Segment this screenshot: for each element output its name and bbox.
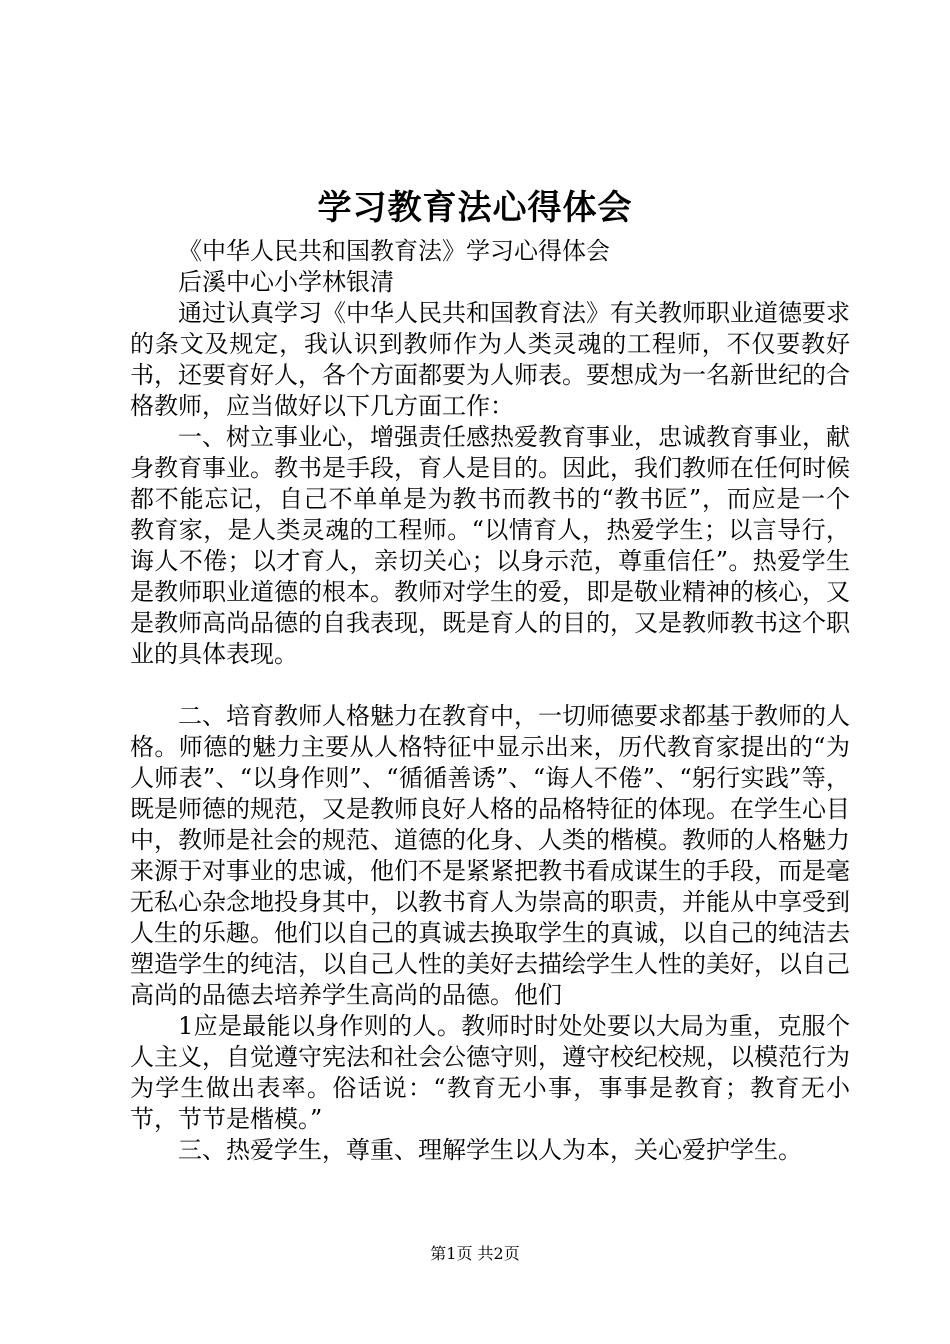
subtitle-paragraph: 《中华人民共和国教育法》学习心得体会: [178, 237, 610, 265]
document-body: [130, 236, 850, 1166]
section-one-paragraph: 一、树立事业心，增强责任感热爱教育事业，忠诚教育事业，献身教育事业。教书是手段，育人是目的。因此，我们教师在任何时候都不能忘记，自己不单单是为教书而教书的“教书匠”，而应是一个教育家，是人类灵魂的工程师。“以情育人，热爱学生；以言导行，诲人不倦；以才育人，亲切关心；以身示范，尊重信任”。热爱学生是教师职业道德的根本。教师对学生的爱，即是敬业精神的核心，又是教师高尚品德的自我表现，既是育人的目的，又是教师教书这个职业的具体表现。: [130, 423, 850, 668]
author-paragraph: 后溪中心小学林银清: [178, 268, 394, 296]
continuation-paragraph: 1应是最能以身作则的人。教师时时处处要以大局为重，克服个人主义，自觉遵守宪法和社会公德守则，遵守校纪校规，以模范行为为学生做出表率。俗话说：“教育无小事，事事是教育；教育无小节，节节是楷模。”: [130, 1012, 850, 1133]
section-three-paragraph: 三、热爱学生，尊重、理解学生以人为本，关心爱护学生。: [178, 1136, 802, 1164]
page-footer: 第1页 共2页: [430, 1244, 520, 1263]
section-two-paragraph: 二、培育教师人格魅力在教育中，一切师德要求都基于教师的人格。师德的魅力主要从人格特征中显示出来，历代教育家提出的“为人师表”、“以身作则”、“循循善诱”、“诲人不倦”、“躬行实践”等，既是师德的规范，又是教师良好人格的品格特征的体现。在学生心目中，教师是社会的规范、道德的化身、人类的楷模。教师的人格魅力来源于对事业的忠诚，他们不是紧紧把教书看成谋生的手段，而是毫无私心杂念地投身其中，以教书育人为崇高的职责，并能从中享受到人生的乐趣。他们以自己的真诚去换取学生的真诚，以自己的纯洁去塑造学生的纯洁，以自己人性的美好去描绘学生人性的美好，以自己高尚的品德去培养学生高尚的品德。他们: [130, 702, 850, 1009]
intro-paragraph: 通过认真学习《中华人民共和国教育法》有关教师职业道德要求的条文及规定，我认识到教师作为人类灵魂的工程师，不仅要教好书，还要育好人，各个方面都要为人师表。要想成为一名新世纪的合格教师，应当做好以下几方面工作：: [130, 299, 850, 420]
document-title: 学习教育法心得体会: [317, 188, 633, 228]
